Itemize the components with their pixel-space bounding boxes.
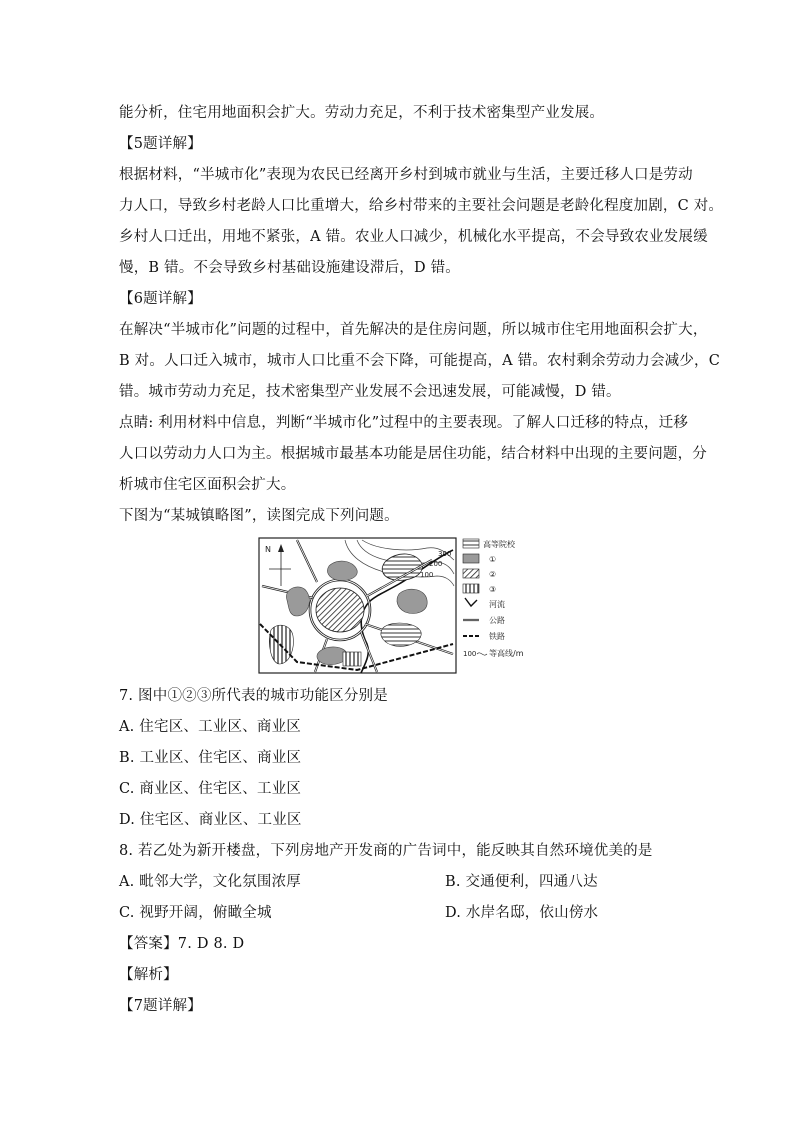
legend-railway: 铁路 bbox=[489, 632, 505, 641]
q8-option-d: D. 水岸名邸，依山傍水 bbox=[445, 905, 599, 921]
q7-stem: 7. 图中①②③所代表的城市功能区分别是 bbox=[119, 688, 388, 704]
figure-intro: 下图为“某城镇略图”，读图完成下列问题。 bbox=[119, 508, 399, 524]
text-line-12: 人口以劳动力人口为主。根据城市最基本功能是居住功能，结合材料中出现的主要问题，分 bbox=[119, 446, 707, 462]
legend-highway: 公路 bbox=[489, 616, 505, 625]
text-line-8: 在解决“半城市化”问题的过程中，首先解决的是住房问题，所以城市住宅用地面积会扩大， bbox=[119, 322, 708, 338]
legend-contour-value: 100 bbox=[463, 650, 477, 658]
legend-contour: 等高线/m bbox=[489, 649, 524, 658]
svg-text:N: N bbox=[265, 545, 271, 554]
legend-river: 河流 bbox=[489, 600, 505, 609]
contour-label-200: 200 bbox=[429, 560, 443, 568]
q8-stem: 8. 若乙处为新开楼盘，下列房地产开发商的广告词中，能反映其自然环境优美的是 bbox=[119, 843, 653, 859]
q8-option-a: A. 毗邻大学，文化氛围浓厚 bbox=[119, 874, 301, 890]
zone-1-a bbox=[286, 587, 309, 616]
legend-university: 高等院校 bbox=[483, 540, 515, 549]
answer-line: 【答案】7. D 8. D bbox=[119, 936, 245, 952]
text-line-4: 力人口，导致乡村老龄人口比重增大，给乡村带来的主要社会问题是老龄化程度加剧，C 对。 bbox=[119, 198, 724, 214]
zone-1-c bbox=[397, 589, 427, 613]
q7-option-c: C. 商业区、住宅区、工业区 bbox=[119, 781, 302, 797]
q8-option-b: B. 交通便利，四通八达 bbox=[445, 874, 598, 890]
legend-zone-3: ③ bbox=[489, 585, 497, 594]
town-map-svg bbox=[257, 536, 543, 676]
text-line-6: 慢，B 错。不会导致乡村基础设施建设滞后，D 错。 bbox=[119, 260, 460, 276]
q7-option-b: B. 工业区、住宅区、商业区 bbox=[119, 750, 302, 766]
map-legend bbox=[463, 539, 524, 658]
legend-zone-2: ② bbox=[489, 570, 497, 579]
text-line-10: 错。城市劳动力充足，技术密集型产业发展不会迅速发展，可能减慢，D 错。 bbox=[119, 384, 621, 400]
legend-zone-1: ① bbox=[489, 555, 497, 564]
q7-option-d: D. 住宅区、商业区、工业区 bbox=[119, 812, 302, 828]
q8-option-c: C. 视野开阔，俯瞰全城 bbox=[119, 905, 272, 921]
text-line-5: 乡村人口迁出，用地不紧张，A 错。农业人口减少，机械化水平提高，不会导致农业发展缓 bbox=[119, 229, 708, 245]
contour-label-100: 100 bbox=[420, 571, 434, 579]
text-line-1: 能分析，住宅用地面积会扩大。劳动力充足，不利于技术密集型产业发展。 bbox=[119, 105, 605, 121]
text-line-13: 析城市住宅区面积会扩大。 bbox=[119, 477, 296, 493]
section-heading-q6: 【6题详解】 bbox=[119, 291, 202, 307]
q7-option-a: A. 住宅区、工业区、商业区 bbox=[119, 719, 301, 735]
text-line-3: 根据材料，“半城市化”表现为农民已经离开乡村到城市就业与生活，主要迁移人口是劳动 bbox=[119, 167, 693, 183]
q7-detail-heading: 【7题详解】 bbox=[119, 998, 202, 1014]
town-map-figure bbox=[257, 536, 543, 676]
text-line-9: B 对。人口迁入城市，城市人口比重不会下降，可能提高，A 错。农村剩余劳动力会减少，C bbox=[119, 353, 721, 369]
zone-3-b bbox=[343, 652, 361, 666]
section-heading-q5: 【5题详解】 bbox=[119, 136, 202, 152]
text-line-11: 点睛: 利用材料中信息，判断“半城市化”过程中的主要表现。了解人口迁移的特点，迁移 bbox=[119, 415, 689, 431]
zone-1-b bbox=[327, 561, 357, 580]
central-zone bbox=[316, 588, 364, 632]
contour-label-300: 300 bbox=[438, 550, 452, 558]
analysis-heading: 【解析】 bbox=[119, 967, 178, 983]
